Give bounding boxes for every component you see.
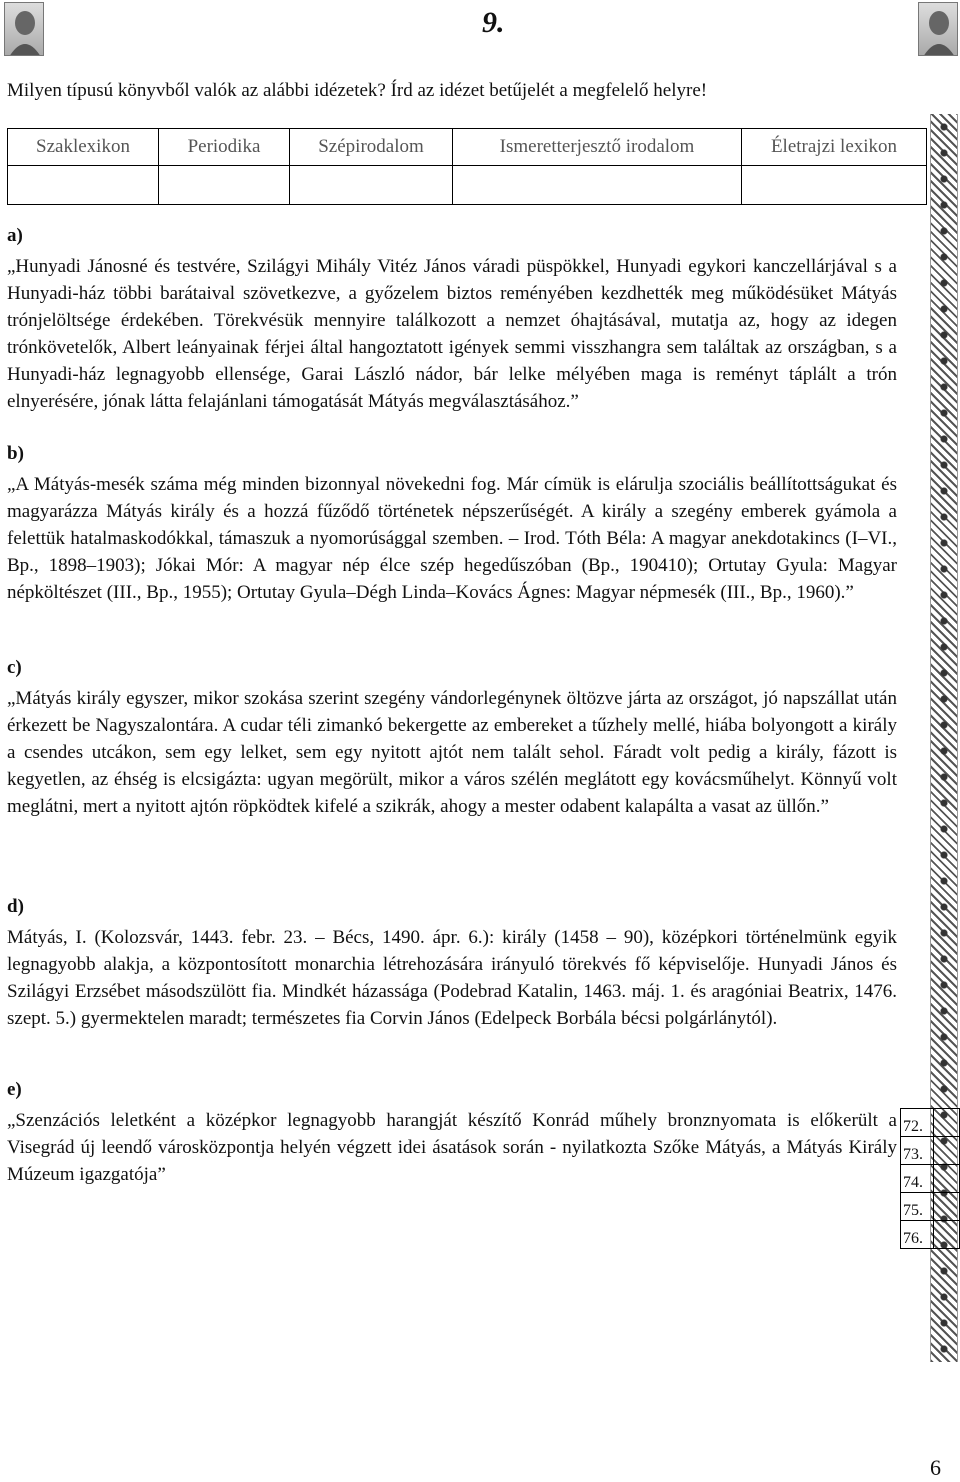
- answer-cell-eletrajzi[interactable]: [742, 166, 927, 205]
- answer-boxes: [900, 1108, 960, 1249]
- quote-text: „Mátyás király egyszer, mikor szokása szerint szegény vándorlegénynek öltözve járta az országot, jó napszállat után érkezett be Nagyszalontára. A cudar téli zimankó bekergette az embereket a tűzhely mellé, hiába bolyongott a király a csendes utcákon, sem egy lelket, sem egy nyitott ajtót nem talált sehol. Fáradt volt pedig a király, fázott is kegyetlen, az éhség is elcsigázta: ugyan megörült, mikor a város szélén meglátott egy kovácsműhelyt. Könnyű volt meglátni, mert a nyitott ajtón röpködtek kifelé a szikrák, ahogy a mester odabent kalapálta a vasat az üllőn.”: [7, 688, 897, 817]
- answer-number: 76.: [901, 1221, 934, 1249]
- type-header-eletrajzi: Életrajzi lexikon: [742, 129, 927, 166]
- answer-box[interactable]: [933, 1165, 959, 1193]
- footer-page-number: 6: [930, 1455, 941, 1480]
- answer-box[interactable]: [933, 1137, 959, 1165]
- quote-label: d): [7, 896, 24, 917]
- instruction-text: Milyen típusú könyvből valók az alábbi idézetek? Írd az idézet betűjelét a megfelelő helyre!: [7, 80, 708, 101]
- answer-cell-szepirodalom[interactable]: [290, 166, 453, 205]
- type-header-periodika: Periodika: [159, 129, 290, 166]
- quote-text: Mátyás, I. (Kolozsvár, 1443. febr. 23. – Bécs, 1490. ápr. 6.): király (1458 – 90), középkori történelmünk egyik legnagyobb alakja, a központosított monarchia létrehozására irányuló törekvés fő képviselője. Hunyadi János és Szilágyi Erzsébet másodszülött fia. Mindkét házassága (Podebrad Katalin, 1463. máj. 1. és aragóniai Beatrix, 1476. szept. 5.) gyermektelen maradt; természetes fia Corvin János (Edelpeck Borbála bécsi polgárlánytól).: [7, 927, 897, 1029]
- quote-a: [7, 222, 897, 415]
- quote-text: „A Mátyás-mesék száma még minden bizonnyal növekedni fog. Már címük is elárulja szociális beállítottságukat és magyarázza Mátyás király és a hozzá fűződő történetek népszerűségét. A király a szegény emberek gyámola a felettük hatalmaskodókkal, támaszuk a nyomorúsággal szemben. – Irod. Tóth Béla: A magyar anekdotakincs (I–VI., Bp., 1898–1903); Jókai Mór: A magyar nép élce szép hegedűszóban (Bp., 190410); Ortutay Gyula: Magyar népköltészet (III., Bp., 1955); Ortutay Gyula–Dégh Linda–Kovács Ágnes: Magyar népmesék (III., Bp., 1960).”: [7, 474, 897, 603]
- page-number: 9.: [482, 6, 505, 39]
- answer-box[interactable]: [933, 1193, 959, 1221]
- type-header-ismeretterjeszto: Ismeretterjesztő irodalom: [453, 129, 742, 166]
- quote-label: e): [7, 1079, 22, 1100]
- answer-number: 75.: [901, 1193, 934, 1221]
- quote-label: c): [7, 657, 22, 678]
- answer-number: 73.: [901, 1137, 934, 1165]
- quote-d: [7, 893, 897, 1032]
- quote-label: a): [7, 225, 23, 246]
- answer-box[interactable]: [933, 1221, 959, 1249]
- type-header-szepirodalom: Szépirodalom: [290, 129, 453, 166]
- answer-cell-periodika[interactable]: [159, 166, 290, 205]
- answer-cell-szaklexikon[interactable]: [8, 166, 159, 205]
- quote-c: [7, 654, 897, 820]
- answer-cell-ismeretterjeszto[interactable]: [453, 166, 742, 205]
- type-header-szaklexikon: Szaklexikon: [8, 129, 159, 166]
- quote-text: „Hunyadi Jánosné és testvére, Szilágyi Mihály Vitéz János váradi püspökkel, Hunyadi egykori kanczellárjával s a Hunyadi-ház többi barátaival szövetkezve, a győzelem biztos reményében kezdhették meg működésüket Mátyás trónjelöltsége érdekében. Törekvésük mennyire találkozott a nemzet óhajtásával, mutatja az, hogy az idegen trónkövetelők, Albert leányainak férjei által hangoztatott igények semmi visszhangra sem találtak az országban, s a Hunyadi-ház legnagyobb ellensége, Garai László nádor, bár lelke mélyében maga is reményt táplált a trón elnyerésére, jónak látta felajánlani támogatását Mátyás megválasztásához.”: [7, 256, 897, 412]
- book-types-table: [7, 128, 927, 205]
- quote-label: b): [7, 443, 24, 464]
- answer-number: 72.: [901, 1109, 934, 1137]
- quote-text: „Szenzációs leletként a középkor legnagyobb harangját készítő Konrád műhely bronznyomata is előkerült a Visegrád új leendő városközpontja helyén végzett idei ásatások során - nyilatkozta Szőke Mátyás, a Mátyás Király Múzeum igazgatója”: [7, 1110, 897, 1185]
- quote-b: [7, 440, 897, 606]
- quote-e: [7, 1076, 897, 1188]
- portrait-left-icon: [4, 2, 44, 56]
- answer-number: 74.: [901, 1165, 934, 1193]
- portrait-right-icon: [918, 2, 958, 56]
- answer-box[interactable]: [933, 1109, 959, 1137]
